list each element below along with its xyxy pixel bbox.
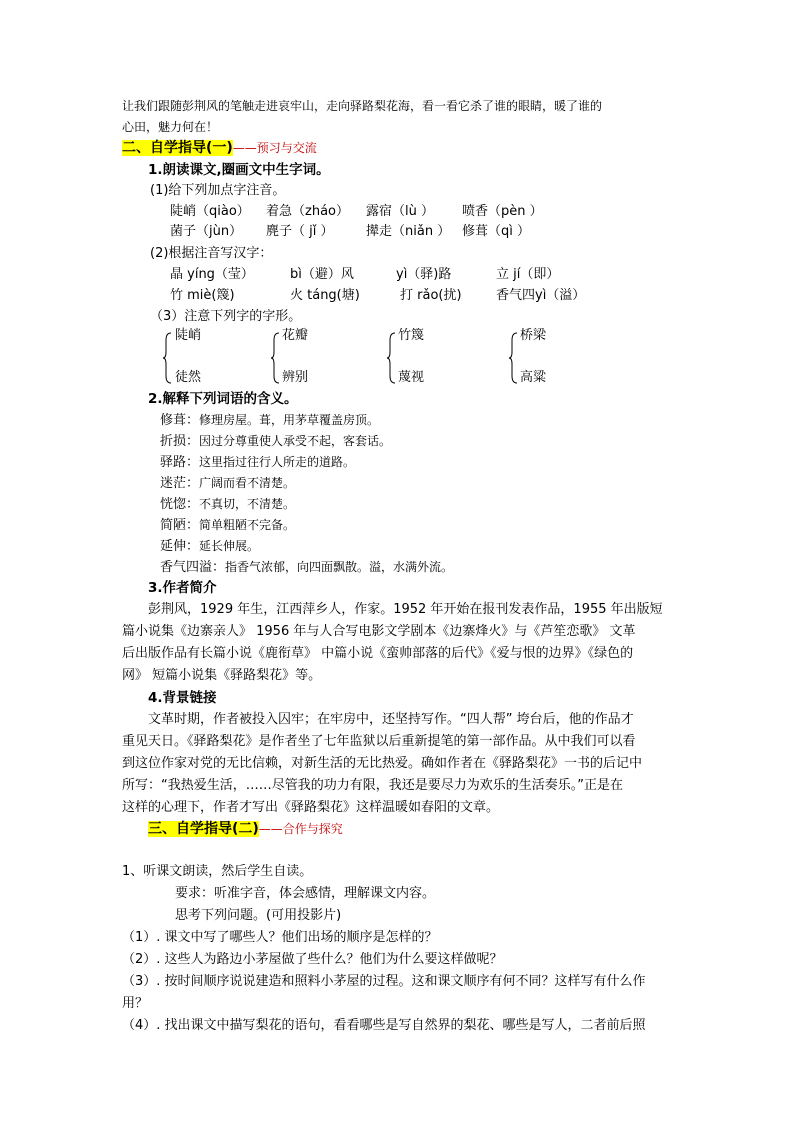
left-brace-icon bbox=[386, 332, 396, 384]
pinyin-item: 着急（zháo） bbox=[266, 204, 349, 219]
term-definition: 因过分尊重使人承受不起，客套话。 bbox=[199, 434, 392, 448]
section-2-heading bbox=[122, 138, 317, 158]
section-3-title: 三、自学指导(二) bbox=[148, 821, 259, 837]
term-row bbox=[160, 410, 379, 431]
background-line: 这样的心理下，作者才写出《驿路梨花》这样温暖如春阳的文章。 bbox=[122, 800, 500, 815]
hanzi-item: 打 rǎo(扰) bbox=[400, 288, 462, 303]
question-line: 用？ bbox=[122, 996, 149, 1011]
question-line: （4）. 找出课文中描写梨花的语句，看看哪些是写自然界的梨花、哪些是写人，二者前后照 bbox=[122, 1018, 646, 1033]
question-line: （3）. 按时间顺序说说建造和照料小茅屋的过程。这和课文顺序有何不同？这样写有什么作 bbox=[122, 974, 646, 989]
term: 迷茫： bbox=[160, 476, 200, 491]
term-definition: 简单粗陋不完备。 bbox=[199, 518, 296, 532]
term-definition: 广阔而看不清楚。 bbox=[199, 476, 296, 490]
pinyin-item: 麂子（ jǐ ） bbox=[266, 224, 334, 239]
question-line: （1）. 课文中写了哪些人？他们出场的顺序是怎样的？ bbox=[122, 930, 438, 945]
term: 香气四溢： bbox=[160, 560, 226, 575]
q3-title: 3.作者简介 bbox=[148, 580, 217, 596]
term-definition: 指香气浓郁，向四面飘散。溢，水满外流。 bbox=[225, 560, 454, 574]
pinyin-item: 菌子（jùn） bbox=[170, 224, 243, 239]
pinyin-item: 撵走（niǎn ） bbox=[366, 224, 451, 239]
background-line: 到这位作家对党的无比信赖，对新生活的无比热爱。确如作者在《驿路梨花》一书的后记中 bbox=[122, 756, 643, 771]
section-2-subtitle: ——预习与交流 bbox=[232, 141, 317, 155]
part-1-requirement: 要求：听准字音，体会感情，理解课文内容。 bbox=[175, 886, 436, 901]
section-2-title: 二、自学指导(一) bbox=[122, 140, 233, 156]
q1-p2-title: (2)根据注音写汉字： bbox=[150, 246, 273, 261]
q2-title: 2.解释下列词语的含义。 bbox=[148, 391, 298, 407]
glyph-top: 竹篾 bbox=[398, 328, 425, 343]
glyph-bottom: 辨别 bbox=[282, 370, 309, 385]
part-1-title: 1、听课文朗读，然后学生自读。 bbox=[122, 864, 313, 879]
q1-p3-title: （3）注意下列字的字形。 bbox=[150, 309, 302, 324]
background-line: 文革时期，作者被投入囚牢；在牢房中，还坚持写作。“四人帮” 垮台后，他的作品才 bbox=[148, 712, 634, 727]
pinyin-item: 露宿（lù ） bbox=[366, 204, 434, 219]
term: 折损： bbox=[160, 434, 200, 449]
left-brace-icon bbox=[508, 332, 518, 384]
pinyin-item: 陡峭（qiào） bbox=[170, 204, 250, 219]
term-definition: 不真切，不清楚。 bbox=[199, 497, 296, 511]
intro-line-1: 让我们跟随彭荆风的笔触走进哀牢山，走向驿路梨花海，看一看它杀了谁的眼睛，暖了谁的 bbox=[122, 99, 603, 113]
glyph-bottom: 徒然 bbox=[175, 370, 202, 385]
intro-line-2: 心田，魅力何在！ bbox=[122, 120, 219, 134]
term: 驿路： bbox=[160, 455, 200, 470]
pinyin-item: 修葺（qì ） bbox=[462, 224, 530, 239]
glyph-bottom: 蔑视 bbox=[398, 370, 425, 385]
term-row bbox=[160, 431, 391, 452]
term-row bbox=[160, 473, 295, 494]
author-bio-line: 网》 短篇小说集《驿路梨花》等。 bbox=[122, 668, 322, 683]
term-row bbox=[160, 452, 355, 473]
term: 修葺： bbox=[160, 413, 200, 428]
hanzi-item: 立 jí（即） bbox=[496, 267, 560, 282]
term: 恍惚： bbox=[160, 497, 200, 512]
question-line: （2）. 这些人为路边小茅屋做了些什么？他们为什么要这样做呢？ bbox=[122, 952, 503, 967]
term-definition: 延长伸展。 bbox=[199, 539, 260, 553]
glyph-top: 花瓣 bbox=[282, 328, 309, 343]
term-row bbox=[160, 494, 295, 515]
hanzi-item: 晶 yíng（莹） bbox=[170, 267, 254, 282]
term-definition: 这里指过往行人所走的道路。 bbox=[199, 455, 356, 469]
term: 简陋： bbox=[160, 518, 200, 533]
pinyin-item: 喷香（pèn ） bbox=[462, 204, 543, 219]
hanzi-item: 香气四yì（溢） bbox=[496, 288, 586, 303]
left-brace-icon bbox=[270, 332, 280, 384]
hanzi-item: bì（避）风 bbox=[290, 267, 354, 282]
term-row bbox=[160, 515, 295, 536]
hanzi-item: 竹 miè(篾) bbox=[170, 288, 235, 303]
background-line: 重见天日。《驿路梨花》是作者坐了七年监狱以后重新提笔的第一部作品。从中我们可以看 bbox=[122, 734, 636, 749]
left-brace-icon bbox=[162, 332, 172, 384]
glyph-top: 桥梁 bbox=[520, 328, 547, 343]
author-bio-line: 后出版作品有长篇小说《鹿衔草》 中篇小说《蛮帅部落的后代》《爱与恨的边界》《绿色的 bbox=[122, 646, 634, 661]
q4-title: 4.背景链接 bbox=[148, 690, 217, 706]
part-1-instruction: 思考下列问题。(可用投影片) bbox=[175, 908, 342, 923]
hanzi-item: yì（驿)路 bbox=[396, 267, 452, 282]
glyph-bottom: 高粱 bbox=[520, 370, 547, 385]
term-row bbox=[160, 557, 453, 578]
glyph-top: 陡峭 bbox=[175, 328, 202, 343]
hanzi-item: 火 táng(塘) bbox=[290, 288, 360, 303]
section-3-heading bbox=[148, 819, 343, 839]
section-3-subtitle: ——合作与探究 bbox=[258, 822, 343, 836]
q1-title: 1.朗读课文,圈画文中生字词。 bbox=[148, 162, 330, 178]
author-bio-line: 彭荆风，1929 年生，江西萍乡人，作家。1952 年开始在报刊发表作品，1955 年出版短 bbox=[148, 602, 663, 617]
q1-p1-title: (1)给下列加点字注音。 bbox=[150, 183, 286, 198]
term-row bbox=[160, 536, 259, 557]
author-bio-line: 篇小说集《边寨亲人》 1956 年与人合写电影文学剧本《边寨烽火》与《芦笙恋歌》 文革 bbox=[122, 624, 636, 639]
term-definition: 修理房屋。葺，用茅草覆盖房顶。 bbox=[199, 413, 380, 427]
background-line: 所写：“我热爱生活，……尽管我的功力有限，我还是要尽力为欢乐的生活奏乐。”正是在 bbox=[122, 778, 623, 793]
term: 延伸： bbox=[160, 539, 200, 554]
